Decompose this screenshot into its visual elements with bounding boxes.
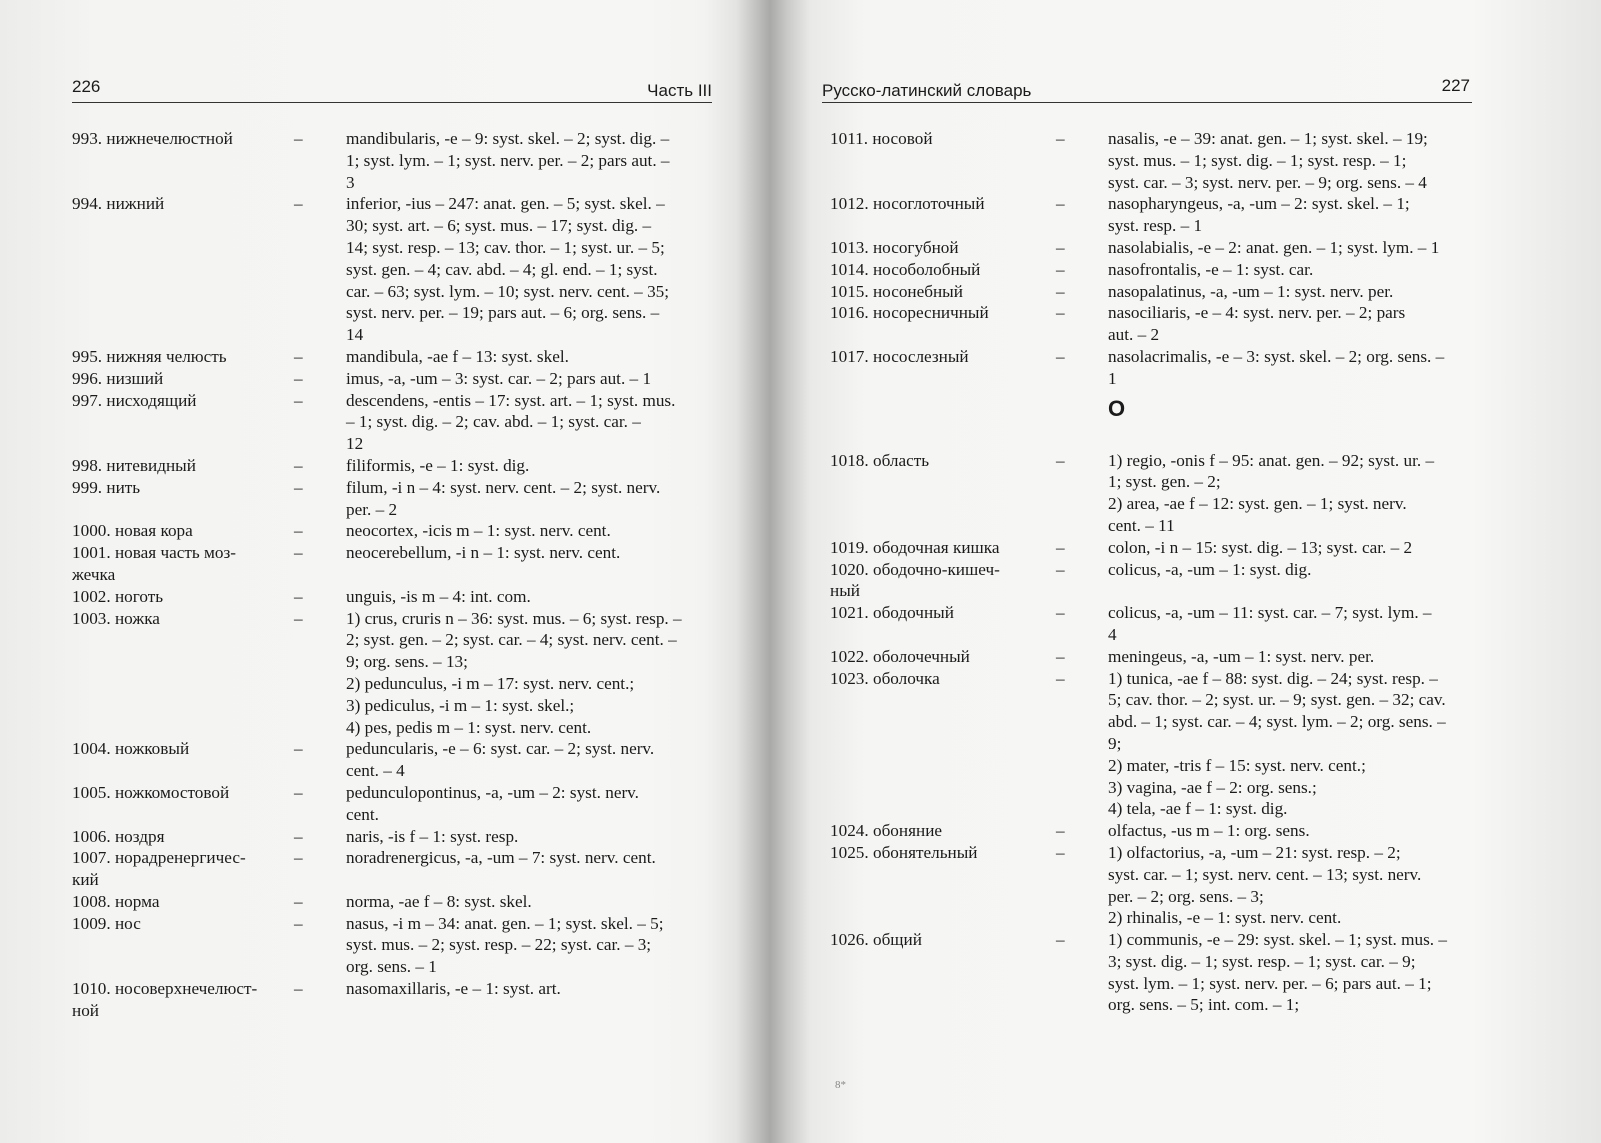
entry-dash: – [294, 346, 303, 366]
translation-line: syst. nerv. per. – 19; pars aut. – 6; org. sens. – [346, 303, 660, 323]
translation-line: neocortex, -icis m – 1: syst. nerv. cent. [346, 521, 611, 541]
translation-line: meningeus, -a, -um – 1: syst. nerv. per. [1108, 646, 1375, 666]
entry-term [72, 477, 294, 521]
translation-line: nasofrontalis, -e – 1: syst. car. [1108, 259, 1314, 279]
entry-term [72, 913, 294, 978]
translation-line: 1) tunica, -ae f – 88: syst. dig. – 24; syst. resp. – [1108, 668, 1438, 688]
translation-line: 1; syst. gen. – 2; [1108, 472, 1221, 492]
term-text: 998. нитевидный [72, 455, 196, 475]
dictionary-entry [72, 455, 717, 477]
translation-line: syst. car. – 1; syst. nerv. cent. – 13; syst. nerv. [1108, 864, 1422, 884]
translation-line: colicus, -a, -um – 1: syst. dig. [1108, 559, 1312, 579]
dictionary-entry [830, 602, 1480, 646]
entry-dash: – [294, 848, 303, 868]
translation-line: filum, -i n – 4: syst. nerv. cent. – 2; syst. nerv. [346, 477, 661, 497]
entry-translation [1108, 450, 1476, 537]
entry-dash: – [294, 543, 303, 563]
entry-translation [1108, 281, 1476, 303]
translation-line: 4 [1108, 624, 1117, 644]
translation-line: per. – 2 [346, 499, 398, 519]
entry-term [830, 237, 1056, 259]
entry-term [72, 520, 294, 542]
term-text: 1011. носовой [830, 129, 933, 148]
translation-line: 2) area, -ae f – 12: syst. gen. – 1; syst. nerv. [1108, 494, 1407, 514]
entry-dash: – [1056, 259, 1065, 279]
entry-translation [1108, 929, 1476, 1016]
dictionary-entry [830, 237, 1480, 259]
dictionary-entry [72, 542, 717, 586]
entry-term [830, 346, 1056, 390]
dictionary-entry [72, 368, 717, 390]
translation-line: 1) olfactorius, -a, -um – 21: syst. resp. – 2; [1108, 842, 1401, 862]
entry-term [830, 193, 1056, 237]
dictionary-entry [830, 929, 1480, 1016]
translation-line: syst. car. – 3; syst. nerv. per. – 9; org. sens. – 4 [1108, 172, 1427, 192]
translation-line: 4) tela, -ae f – 1: syst. dig. [1108, 799, 1288, 819]
section-gap [830, 428, 1480, 450]
entry-term [830, 537, 1056, 559]
entry-dash: – [1056, 842, 1065, 862]
term-text: 1014. нособолобный [830, 259, 981, 279]
entry-dash: – [1056, 346, 1065, 366]
dictionary-entry [72, 913, 717, 978]
dictionary-entry [830, 128, 1480, 193]
translation-line: org. sens. – 5; int. com. – 1; [1108, 995, 1300, 1015]
translation-line: norma, -ae f – 8: syst. skel. [346, 891, 532, 911]
term-text: 1009. нос [72, 913, 141, 933]
left-page [0, 0, 760, 1143]
entry-term [72, 847, 294, 891]
entry-term [830, 602, 1056, 646]
term-text: 993. нижнечелюстной [72, 129, 233, 148]
translation-line: nasus, -i m – 34: anat. gen. – 1; syst. skel. – 5; [346, 913, 664, 933]
term-text: 1019. ободочная кишка [830, 537, 1000, 557]
translation-line: org. sens. – 1 [346, 957, 437, 977]
entry-translation [346, 455, 716, 477]
translation-line: peduncularis, -e – 6: syst. car. – 2; syst. nerv. [346, 739, 655, 759]
translation-line: per. – 2; org. sens. – 3; [1108, 886, 1264, 906]
translation-line: 1 [1108, 368, 1117, 388]
right-page [810, 0, 1601, 1143]
entry-term [72, 826, 294, 848]
entry-translation [1108, 302, 1476, 346]
translation-line: cent. – 4 [346, 761, 405, 781]
entry-translation [346, 978, 716, 1022]
entry-dash: – [1056, 603, 1065, 623]
term-text: 1008. норма [72, 891, 160, 911]
term-text: 1004. ножковый [72, 739, 190, 759]
entry-dash: – [294, 521, 303, 541]
term-text: 1012. носоглоточный [830, 194, 985, 214]
entry-translation [1108, 193, 1476, 237]
translation-line: syst. mus. – 1; syst. dig. – 1; syst. resp. – 1; [1108, 150, 1407, 170]
term-text: 1003. ножка [72, 608, 160, 628]
entry-translation [346, 390, 716, 455]
entry-translation [346, 782, 716, 826]
translation-line: mandibularis, -e – 9: syst. skel. – 2; syst. dig. – [346, 129, 670, 148]
translation-line: abd. – 1; syst. car. – 4; syst. lym. – 2; org. sens. – [1108, 712, 1446, 732]
dictionary-entry [72, 608, 717, 739]
entry-term [830, 259, 1056, 281]
entry-term [72, 738, 294, 782]
entry-term [830, 668, 1056, 821]
entry-term [830, 842, 1056, 929]
section-title: Русско-латинский словарь [822, 81, 1032, 100]
entry-translation [1108, 559, 1476, 603]
entry-dash: – [294, 979, 303, 999]
entry-dash: – [1056, 821, 1065, 841]
letter-heading: О [1108, 395, 1126, 421]
entry-translation [1108, 128, 1476, 193]
translation-line: syst. gen. – 4; cav. abd. – 4; gl. end. – 1; syst. [346, 259, 658, 279]
running-header [822, 76, 1472, 103]
translation-line: nasociliaris, -e – 4: syst. nerv. per. – 2; pars [1108, 303, 1406, 323]
entry-dash: – [294, 739, 303, 759]
page-number: 227 [1441, 76, 1470, 95]
entry-term [72, 978, 294, 1022]
term-continuation: жечка [72, 564, 116, 584]
entry-term [830, 281, 1056, 303]
entry-dash: – [294, 390, 303, 410]
entry-term [830, 302, 1056, 346]
entry-translation [1108, 602, 1476, 646]
dictionary-entry [830, 820, 1480, 842]
dictionary-entry [830, 302, 1480, 346]
entry-dash: – [1056, 129, 1065, 148]
dictionary-entry [830, 559, 1480, 603]
translation-line: colicus, -a, -um – 11: syst. car. – 7; syst. lym. – [1108, 603, 1432, 623]
term-text: 1024. обоняние [830, 821, 943, 841]
entry-term [830, 559, 1056, 603]
entry-translation [346, 847, 716, 891]
dictionary-entry [830, 193, 1480, 237]
entry-dash: – [294, 455, 303, 475]
entry-term [830, 820, 1056, 842]
dictionary-entry [830, 842, 1480, 929]
dictionary-entry [72, 128, 717, 193]
entry-dash: – [1056, 237, 1065, 257]
entry-dash: – [294, 194, 303, 214]
entry-dash: – [294, 782, 303, 802]
entry-dash: – [1056, 559, 1065, 579]
entry-translation [1108, 820, 1476, 842]
translation-line: syst. mus. – 2; syst. resp. – 22; syst. car. – 3; [346, 935, 652, 955]
running-header [72, 76, 712, 103]
entry-term [830, 128, 1056, 193]
term-text: 1000. новая кора [72, 521, 193, 541]
entry-term [72, 608, 294, 739]
entry-dash: – [1056, 537, 1065, 557]
entry-translation [1108, 537, 1476, 559]
translation-line: aut. – 2 [1108, 325, 1160, 345]
dictionary-entry [830, 668, 1480, 821]
dictionary-entry [830, 646, 1480, 668]
translation-line: nasolabialis, -e – 2: anat. gen. – 1; syst. lym. – 1 [1108, 237, 1440, 257]
entry-translation [1108, 346, 1476, 390]
entry-dash: – [1056, 668, 1065, 688]
translation-line: nasopalatinus, -a, -um – 1: syst. nerv. per. [1108, 281, 1394, 301]
dictionary-entry [72, 193, 717, 346]
term-continuation: ной [72, 1000, 99, 1020]
translation-line: inferior, -ius – 247: anat. gen. – 5; syst. skel. – [346, 194, 665, 214]
entry-dash: – [1056, 930, 1065, 950]
entry-term [72, 455, 294, 477]
term-text: 994. нижний [72, 194, 165, 214]
translation-line: mandibula, -ae f – 13: syst. skel. [346, 346, 569, 366]
dictionary-entry [830, 259, 1480, 281]
entry-translation [1108, 259, 1476, 281]
translation-line: 4) pes, pedis m – 1: syst. nerv. cent. [346, 717, 592, 737]
entry-term [72, 891, 294, 913]
entry-term [830, 646, 1056, 668]
entry-dash: – [294, 608, 303, 628]
translation-line: olfactus, -us m – 1: org. sens. [1108, 821, 1310, 841]
translation-line: descendens, -entis – 17: syst. art. – 1; syst. mus. [346, 390, 676, 410]
entry-term [72, 346, 294, 368]
translation-line: 3) vagina, -ae f – 2: org. sens.; [1108, 777, 1317, 797]
entry-dash: – [294, 826, 303, 846]
entry-dash: – [1056, 194, 1065, 214]
translation-line: 1) communis, -e – 29: syst. skel. – 1; syst. mus. – [1108, 930, 1447, 950]
entry-translation [346, 891, 716, 913]
translation-line: 3; syst. dig. – 1; syst. resp. – 1; syst. car. – 9; [1108, 951, 1416, 971]
entry-dash: – [294, 477, 303, 497]
dictionary-entry [72, 978, 717, 1022]
translation-line: naris, -is f – 1: syst. resp. [346, 826, 519, 846]
entry-dash: – [1056, 303, 1065, 323]
dictionary-entry [72, 782, 717, 826]
translation-line: nasopharyngeus, -a, -um – 2: syst. skel. – 1; [1108, 194, 1410, 214]
entry-translation [346, 586, 716, 608]
translation-line: nasolacrimalis, -e – 3: syst. skel. – 2; org. sens. – [1108, 346, 1445, 366]
entry-translation [346, 193, 716, 346]
translation-line: syst. lym. – 1; syst. nerv. per. – 6; pars aut. – 1; [1108, 973, 1432, 993]
term-text: 1022. оболочечный [830, 646, 970, 666]
translation-line: neocerebellum, -i n – 1: syst. nerv. cent. [346, 543, 621, 563]
entry-dash: – [294, 368, 303, 388]
term-text: 1006. ноздря [72, 826, 165, 846]
term-text: 1025. обонятельный [830, 842, 978, 862]
translation-line: – 1; syst. dig. – 2; cav. abd. – 1; syst. car. – [346, 412, 641, 432]
translation-line: 1) crus, cruris n – 36: syst. mus. – 6; syst. resp. – [346, 608, 682, 628]
dictionary-entry [72, 477, 717, 521]
entry-translation [1108, 668, 1476, 821]
translation-line: unguis, -is m – 4: int. com. [346, 586, 531, 606]
translation-line: 3 [346, 172, 355, 192]
signature-mark: 8* [835, 1079, 846, 1091]
entry-translation [1108, 842, 1476, 929]
entry-dash: – [294, 129, 303, 148]
translation-line: 3) pediculus, -i m – 1: syst. skel.; [346, 695, 575, 715]
translation-line: noradrenergicus, -a, -um – 7: syst. nerv. cent. [346, 848, 656, 868]
translation-line: 2) mater, -tris f – 15: syst. nerv. cent.; [1108, 755, 1366, 775]
term-text: 1010. носоверхнечелюст- [72, 979, 258, 999]
translation-line: 12 [346, 434, 364, 454]
term-text: 1015. носонебный [830, 281, 963, 301]
entry-dash: – [1056, 281, 1065, 301]
entry-translation [346, 738, 716, 782]
translation-line: 2) rhinalis, -e – 1: syst. nerv. cent. [1108, 908, 1342, 928]
term-text: 1001. новая часть моз- [72, 543, 237, 563]
term-text: 997. нисходящий [72, 390, 197, 410]
dictionary-entry [830, 450, 1480, 537]
dictionary-entries [830, 128, 1480, 1016]
entry-translation [346, 608, 716, 739]
entry-term [72, 586, 294, 608]
entry-term [72, 782, 294, 826]
term-text: 995. нижняя челюсть [72, 346, 227, 366]
translation-line: syst. resp. – 1 [1108, 216, 1203, 236]
translation-line: 9; [1108, 733, 1122, 753]
entry-term [72, 128, 294, 193]
term-text: 1013. носогубной [830, 237, 959, 257]
translation-line: 1) regio, -onis f – 95: anat. gen. – 92; syst. ur. – [1108, 450, 1435, 470]
translation-line: 14; syst. resp. – 13; cav. thor. – 1; syst. ur. – 5; [346, 237, 665, 257]
term-text: 1026. общий [830, 930, 922, 950]
term-text: 1017. носослезный [830, 346, 969, 366]
entry-dash: – [294, 891, 303, 911]
translation-line: cent. – 11 [1108, 515, 1175, 535]
term-text: 1020. ободочно-кишеч- [830, 559, 1000, 579]
entry-translation [1108, 646, 1476, 668]
dictionary-entry [72, 520, 717, 542]
dictionary-entry [830, 346, 1480, 390]
term-text: 1007. норадренергичес- [72, 848, 246, 868]
entry-translation [346, 520, 716, 542]
translation-line: car. – 63; syst. lym. – 10; syst. nerv. cent. – 35; [346, 281, 670, 301]
entry-translation [346, 368, 716, 390]
entry-term [72, 390, 294, 455]
entry-dash: – [294, 586, 303, 606]
entry-term [72, 368, 294, 390]
dictionary-entry [830, 537, 1480, 559]
translation-line: 30; syst. art. – 6; syst. mus. – 17; syst. dig. – [346, 216, 652, 236]
entry-dash: – [1056, 646, 1065, 666]
entry-term [72, 193, 294, 346]
entry-translation [346, 913, 716, 978]
term-text: 1016. носоресничный [830, 303, 989, 323]
dictionary-entry [72, 390, 717, 455]
term-text: 1018. область [830, 450, 930, 470]
entry-translation [346, 477, 716, 521]
term-text: 1021. ободочный [830, 603, 954, 623]
term-text: 996. низший [72, 368, 164, 388]
entry-translation [346, 128, 716, 193]
term-continuation: ный [830, 581, 860, 601]
dictionary-entries [72, 128, 717, 1022]
dictionary-entry [830, 281, 1480, 303]
translation-line: 1; syst. lym. – 1; syst. nerv. per. – 2; pars aut. – [346, 150, 670, 170]
dictionary-entry [72, 738, 717, 782]
translation-line: pedunculopontinus, -a, -um – 2: syst. nerv. [346, 782, 639, 802]
translation-line: filiformis, -e – 1: syst. dig. [346, 455, 530, 475]
translation-line: 2; syst. gen. – 2; syst. car. – 4; syst. nerv. cent. – [346, 630, 677, 650]
dictionary-entry [72, 586, 717, 608]
dictionary-entry [72, 847, 717, 891]
term-continuation: кий [72, 870, 99, 890]
dictionary-entry [72, 346, 717, 368]
translation-line: cent. [346, 804, 379, 824]
translation-line: nasalis, -e – 39: anat. gen. – 1; syst. skel. – 19; [1108, 129, 1428, 148]
translation-line: 2) pedunculus, -i m – 17: syst. nerv. cent.; [346, 673, 635, 693]
entry-dash: – [294, 913, 303, 933]
term-text: 1023. оболочка [830, 668, 940, 688]
entry-translation [346, 542, 716, 586]
entry-term [830, 450, 1056, 537]
entry-dash: – [1056, 450, 1065, 470]
translation-line: colon, -i n – 15: syst. dig. – 13; syst. car. – 2 [1108, 537, 1413, 557]
page-number: 226 [72, 77, 101, 96]
translation-line: 9; org. sens. – 13; [346, 652, 468, 672]
section-title: Часть III [647, 81, 712, 100]
entry-translation [346, 826, 716, 848]
entry-term [830, 929, 1056, 1016]
term-text: 1002. ноготь [72, 586, 164, 606]
entry-translation [346, 346, 716, 368]
entry-term [72, 542, 294, 586]
translation-line: imus, -a, -um – 3: syst. car. – 2; pars aut. – 1 [346, 368, 652, 388]
entry-translation [1108, 237, 1476, 259]
term-text: 1005. ножкомостовой [72, 782, 230, 802]
dictionary-entry [72, 891, 717, 913]
term-text: 999. нить [72, 477, 141, 497]
translation-line: nasomaxillaris, -e – 1: syst. art. [346, 979, 561, 999]
translation-line: 5; cav. thor. – 2; syst. ur. – 9; syst. gen. – 32; cav. [1108, 690, 1446, 710]
translation-line: 14 [346, 325, 364, 345]
dictionary-entry [72, 826, 717, 848]
